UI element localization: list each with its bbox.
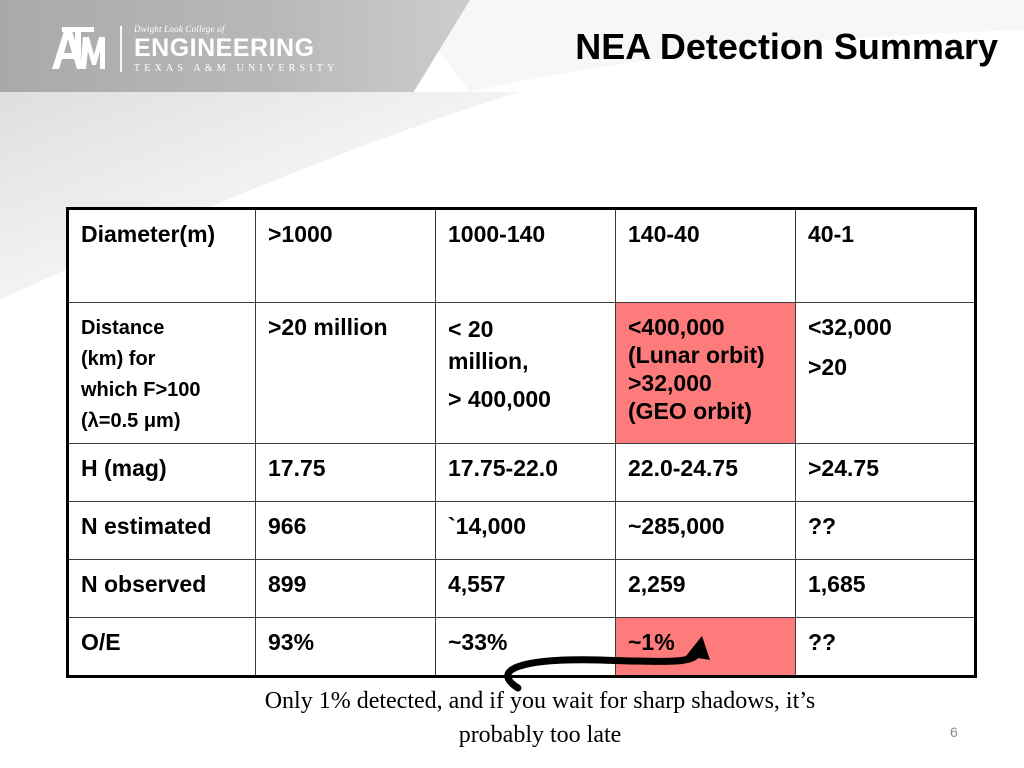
cell-line: (Lunar orbit) — [628, 342, 765, 368]
table-cell: >24.75 — [796, 444, 976, 502]
table-cell: 899 — [256, 560, 436, 618]
cell-line: (λ=0.5 μm) — [81, 410, 181, 432]
table-cell: 2,259 — [616, 560, 796, 618]
table-cell: 140-40 — [616, 209, 796, 303]
table-row — [68, 209, 976, 303]
logo-wordmark — [134, 24, 339, 75]
detection-summary-table — [66, 207, 977, 678]
table-cell-highlighted: ~1% — [616, 618, 796, 677]
table-cell: ?? — [796, 502, 976, 560]
table-cell: 17.75 — [256, 444, 436, 502]
cell-line: >32,000 — [628, 370, 712, 396]
cell-line: (km) for — [81, 348, 156, 370]
table-cell-highlighted — [616, 303, 796, 444]
logo-university: TEXAS A&M UNIVERSITY — [134, 62, 339, 74]
page-number: 6 — [950, 724, 958, 740]
table-cell: 966 — [256, 502, 436, 560]
table-cell: 93% — [256, 618, 436, 677]
table-cell — [256, 303, 436, 444]
table-row — [68, 303, 976, 444]
table-cell — [68, 303, 256, 444]
cell-line: <400,000 — [628, 314, 725, 340]
slide-title: NEA Detection Summary — [575, 26, 998, 67]
cell-line: > 400,000 — [448, 386, 551, 412]
atm-logo-icon — [50, 25, 106, 73]
caption-line: probably too late — [458, 722, 622, 748]
table-cell: 40-1 — [796, 209, 976, 303]
cell-line: <32,000 — [808, 314, 892, 340]
table-cell: O/E — [68, 618, 256, 677]
university-logo — [50, 24, 339, 74]
cell-line: million, — [448, 348, 529, 374]
table-cell: `14,000 — [436, 502, 616, 560]
table-cell: ~33% — [436, 618, 616, 677]
curved-arrow-icon — [480, 630, 730, 710]
table-cell — [796, 303, 976, 444]
table-cell: 22.0-24.75 — [616, 444, 796, 502]
caption-line: Only 1% detected, and if you wait for sharp shadows, it’s — [264, 688, 816, 714]
logo-college: Dwight Look College of — [134, 23, 225, 34]
table-cell: 17.75-22.0 — [436, 444, 616, 502]
table-cell: N observed — [68, 560, 256, 618]
table-cell: ~285,000 — [616, 502, 796, 560]
table-row — [68, 560, 976, 618]
table-cell: 4,557 — [436, 560, 616, 618]
table-cell: >1000 — [256, 209, 436, 303]
cell-line: >20 million — [268, 314, 388, 340]
table-cell: ?? — [796, 618, 976, 677]
table-cell: N estimated — [68, 502, 256, 560]
table-row — [68, 444, 976, 502]
logo-divider — [120, 26, 122, 72]
cell-line: (GEO orbit) — [628, 398, 752, 424]
table-cell: 1,685 — [796, 560, 976, 618]
table-cell: 1000-140 — [436, 209, 616, 303]
cell-line: which F>100 — [81, 379, 201, 401]
cell-line: < 20 — [448, 316, 494, 342]
cell-line: >20 — [808, 354, 848, 380]
cell-line: Distance — [81, 317, 165, 339]
table-cell — [436, 303, 616, 444]
table-row — [68, 502, 976, 560]
table-cell: Diameter(m) — [68, 209, 256, 303]
logo-engineering: ENGINEERING — [134, 33, 315, 62]
table-cell: H (mag) — [68, 444, 256, 502]
